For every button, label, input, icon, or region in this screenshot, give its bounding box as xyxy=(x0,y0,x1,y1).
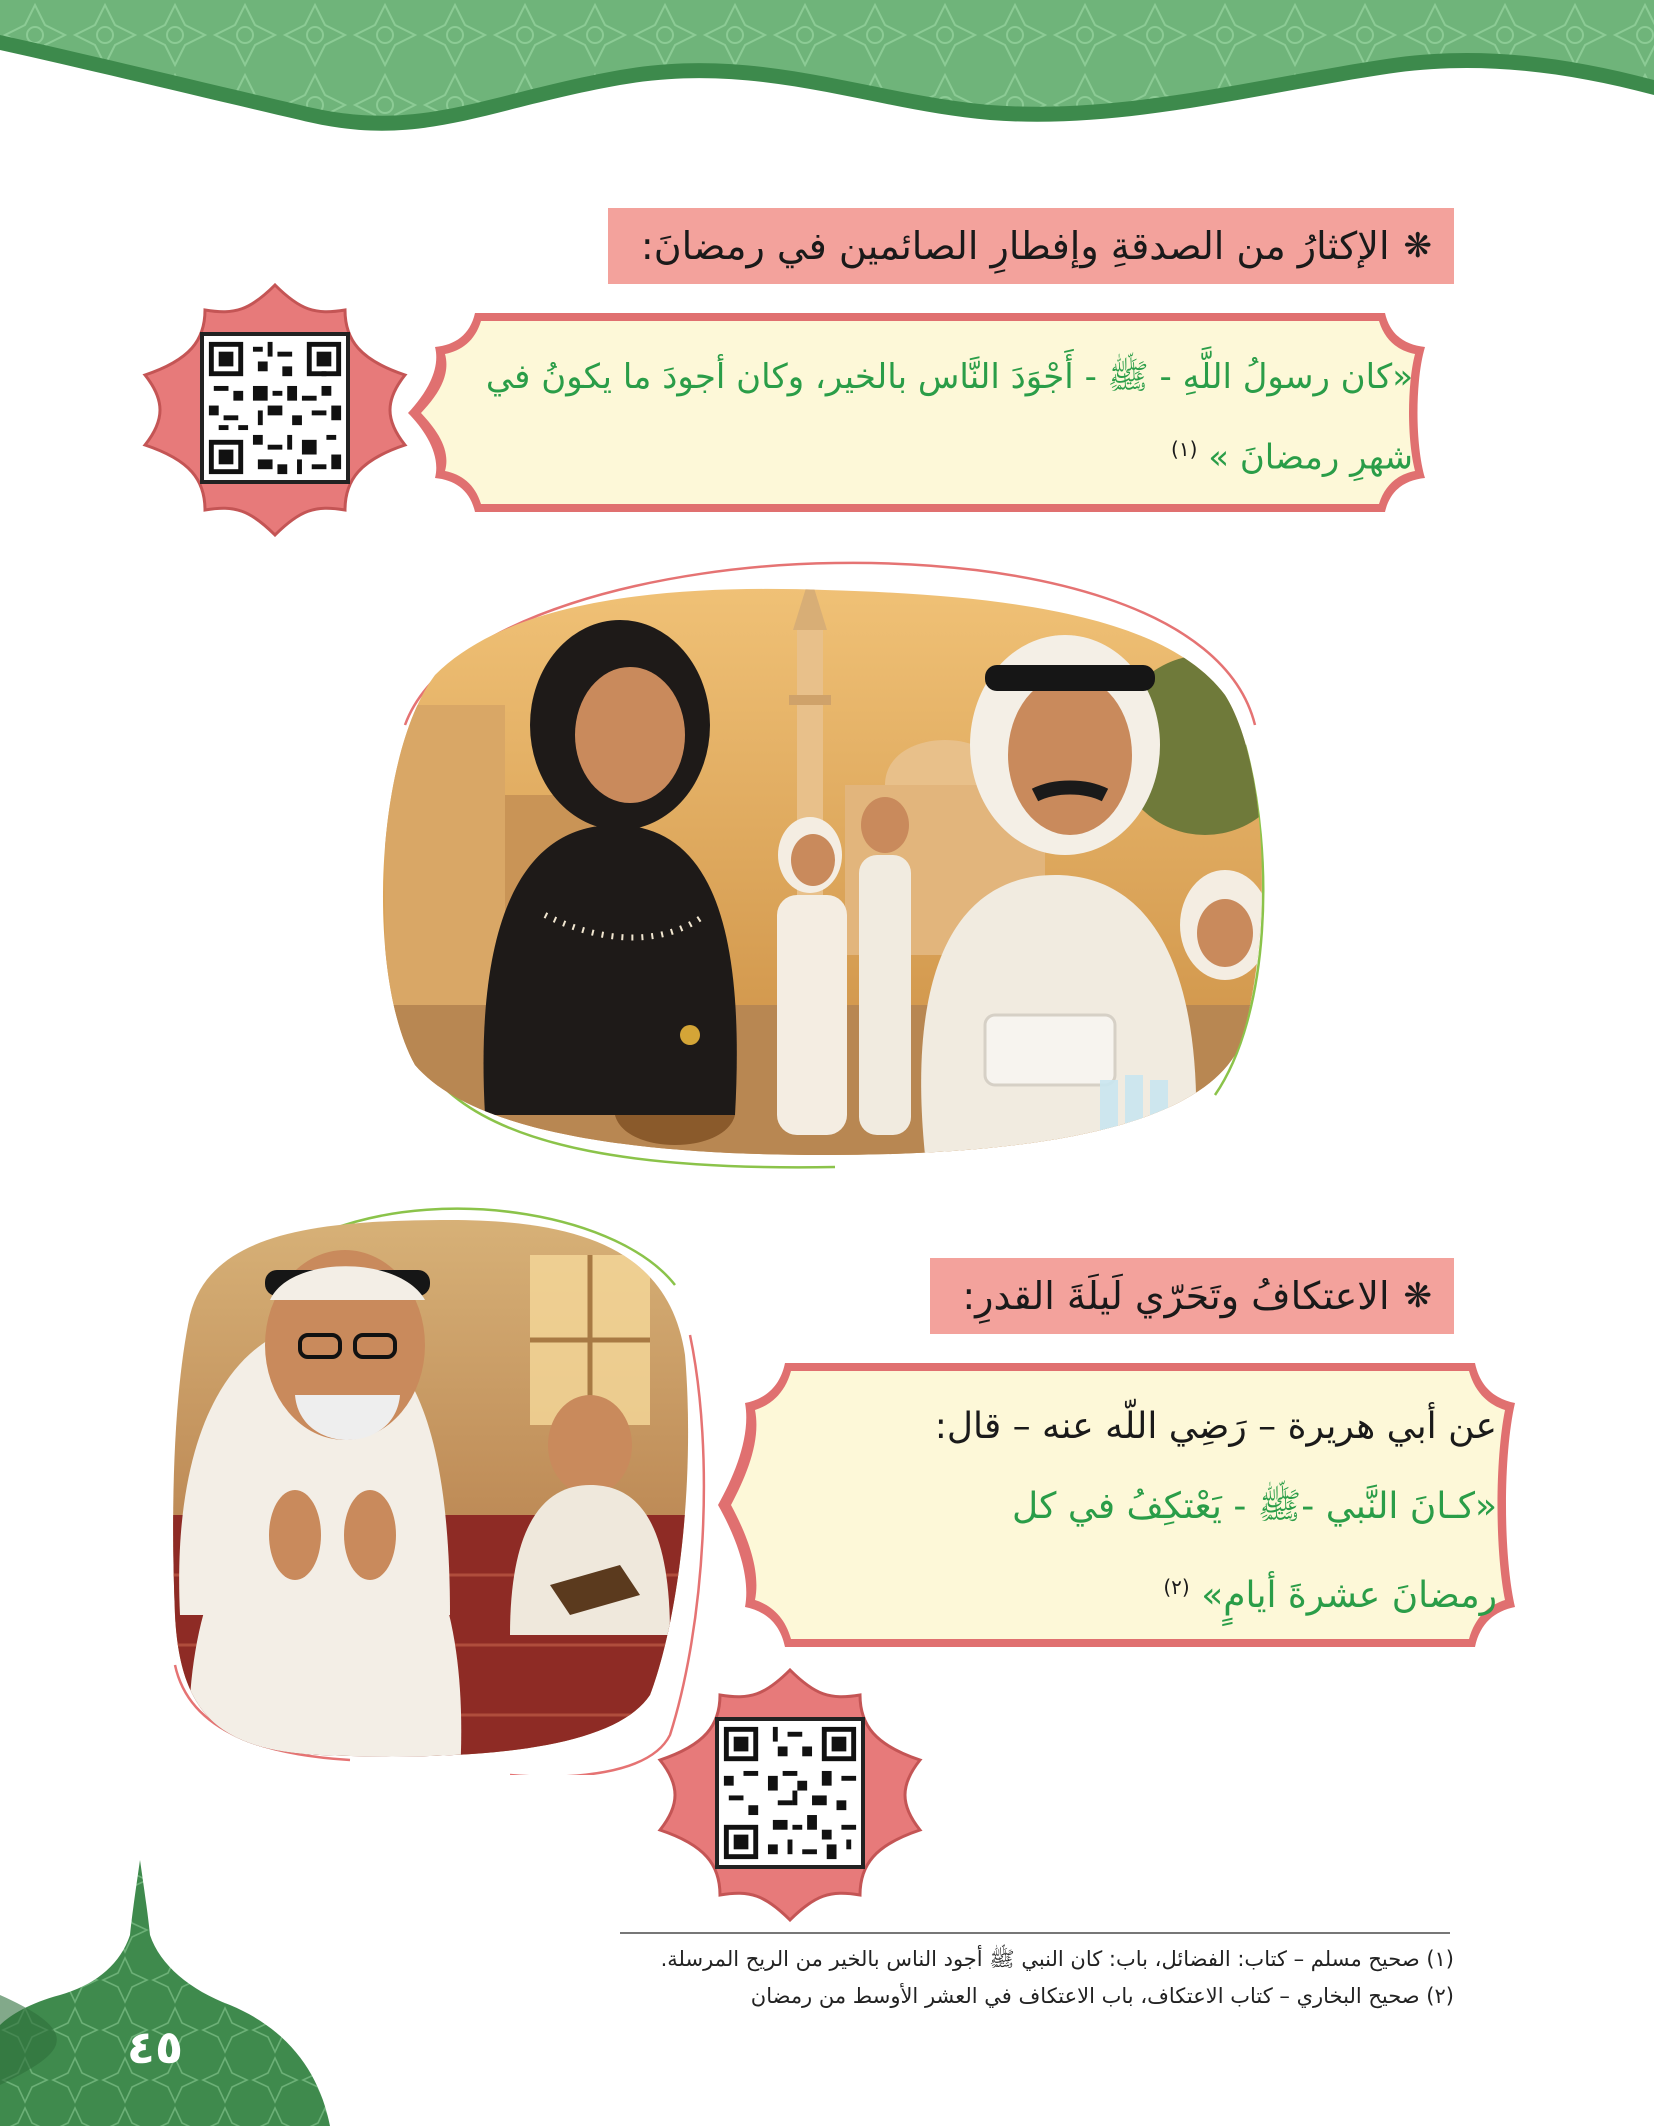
narrator-line: عن أبي هريرة – رَضِي اللّه عنه – قال: xyxy=(934,1406,1497,1447)
hadith-line-1: «كان رسولُ اللَّهِ - ﷺ - أَجْوَدَ النَّاس بالخير، وكان أجودَ ما يكونُ في xyxy=(485,357,1413,397)
footnote-reference: (٢) xyxy=(1163,1575,1190,1599)
footnote-reference: (١) xyxy=(1171,437,1198,461)
hadith-line-2: شهرِ رمضانَ » xyxy=(1208,437,1413,478)
qr-code[interactable] xyxy=(200,332,350,484)
footnote-1: (١) صحيح مسلم – كتاب: الفضائل، باب: كان النبي ﷺ أجود الناس بالخير من الريح المرسلة. xyxy=(660,1947,1454,1971)
footnote-separator xyxy=(620,1932,1450,1934)
top-decorative-band xyxy=(0,0,1654,170)
heading-text: الإكثارُ من الصدقةِ وإفطارِ الصائمين في رمضانَ: xyxy=(640,224,1390,268)
qr-code[interactable] xyxy=(715,1717,865,1869)
hadith-line-1: «كـانَ النَّبي -ﷺ - يَعْتكِفُ في كل xyxy=(1012,1486,1497,1527)
section-heading-charity xyxy=(608,208,1454,284)
footnote-2: (٢) صحيح البخاري – كتاب الاعتكاف، باب الاعتكاف في العشر الأوسط من رمضان xyxy=(750,1984,1454,2008)
itikaf-illustration xyxy=(150,1195,730,1775)
star-bullet-icon: ❋ xyxy=(1403,226,1432,266)
qr-code-rosette-1 xyxy=(140,280,410,540)
star-bullet-icon: ❋ xyxy=(1403,1276,1432,1316)
page-number: ٤٥ xyxy=(126,2020,184,2074)
qr-pattern-icon xyxy=(204,336,346,480)
section-heading-itikaf xyxy=(930,1258,1454,1334)
hadith-line-2: رمضانَ عشرةَ أيامٍ» xyxy=(1201,1575,1497,1616)
corner-dome-decoration xyxy=(0,1855,330,2126)
charity-illustration xyxy=(365,555,1285,1175)
qr-code-rosette-2 xyxy=(655,1665,925,1925)
qr-pattern-icon xyxy=(719,1721,861,1865)
hadith-frame-1 xyxy=(405,305,1455,520)
hadith-frame-2 xyxy=(715,1355,1545,1655)
heading-text: الاعتكافُ وتَحَرّي لَيلَةَ القدرِ: xyxy=(962,1274,1390,1318)
